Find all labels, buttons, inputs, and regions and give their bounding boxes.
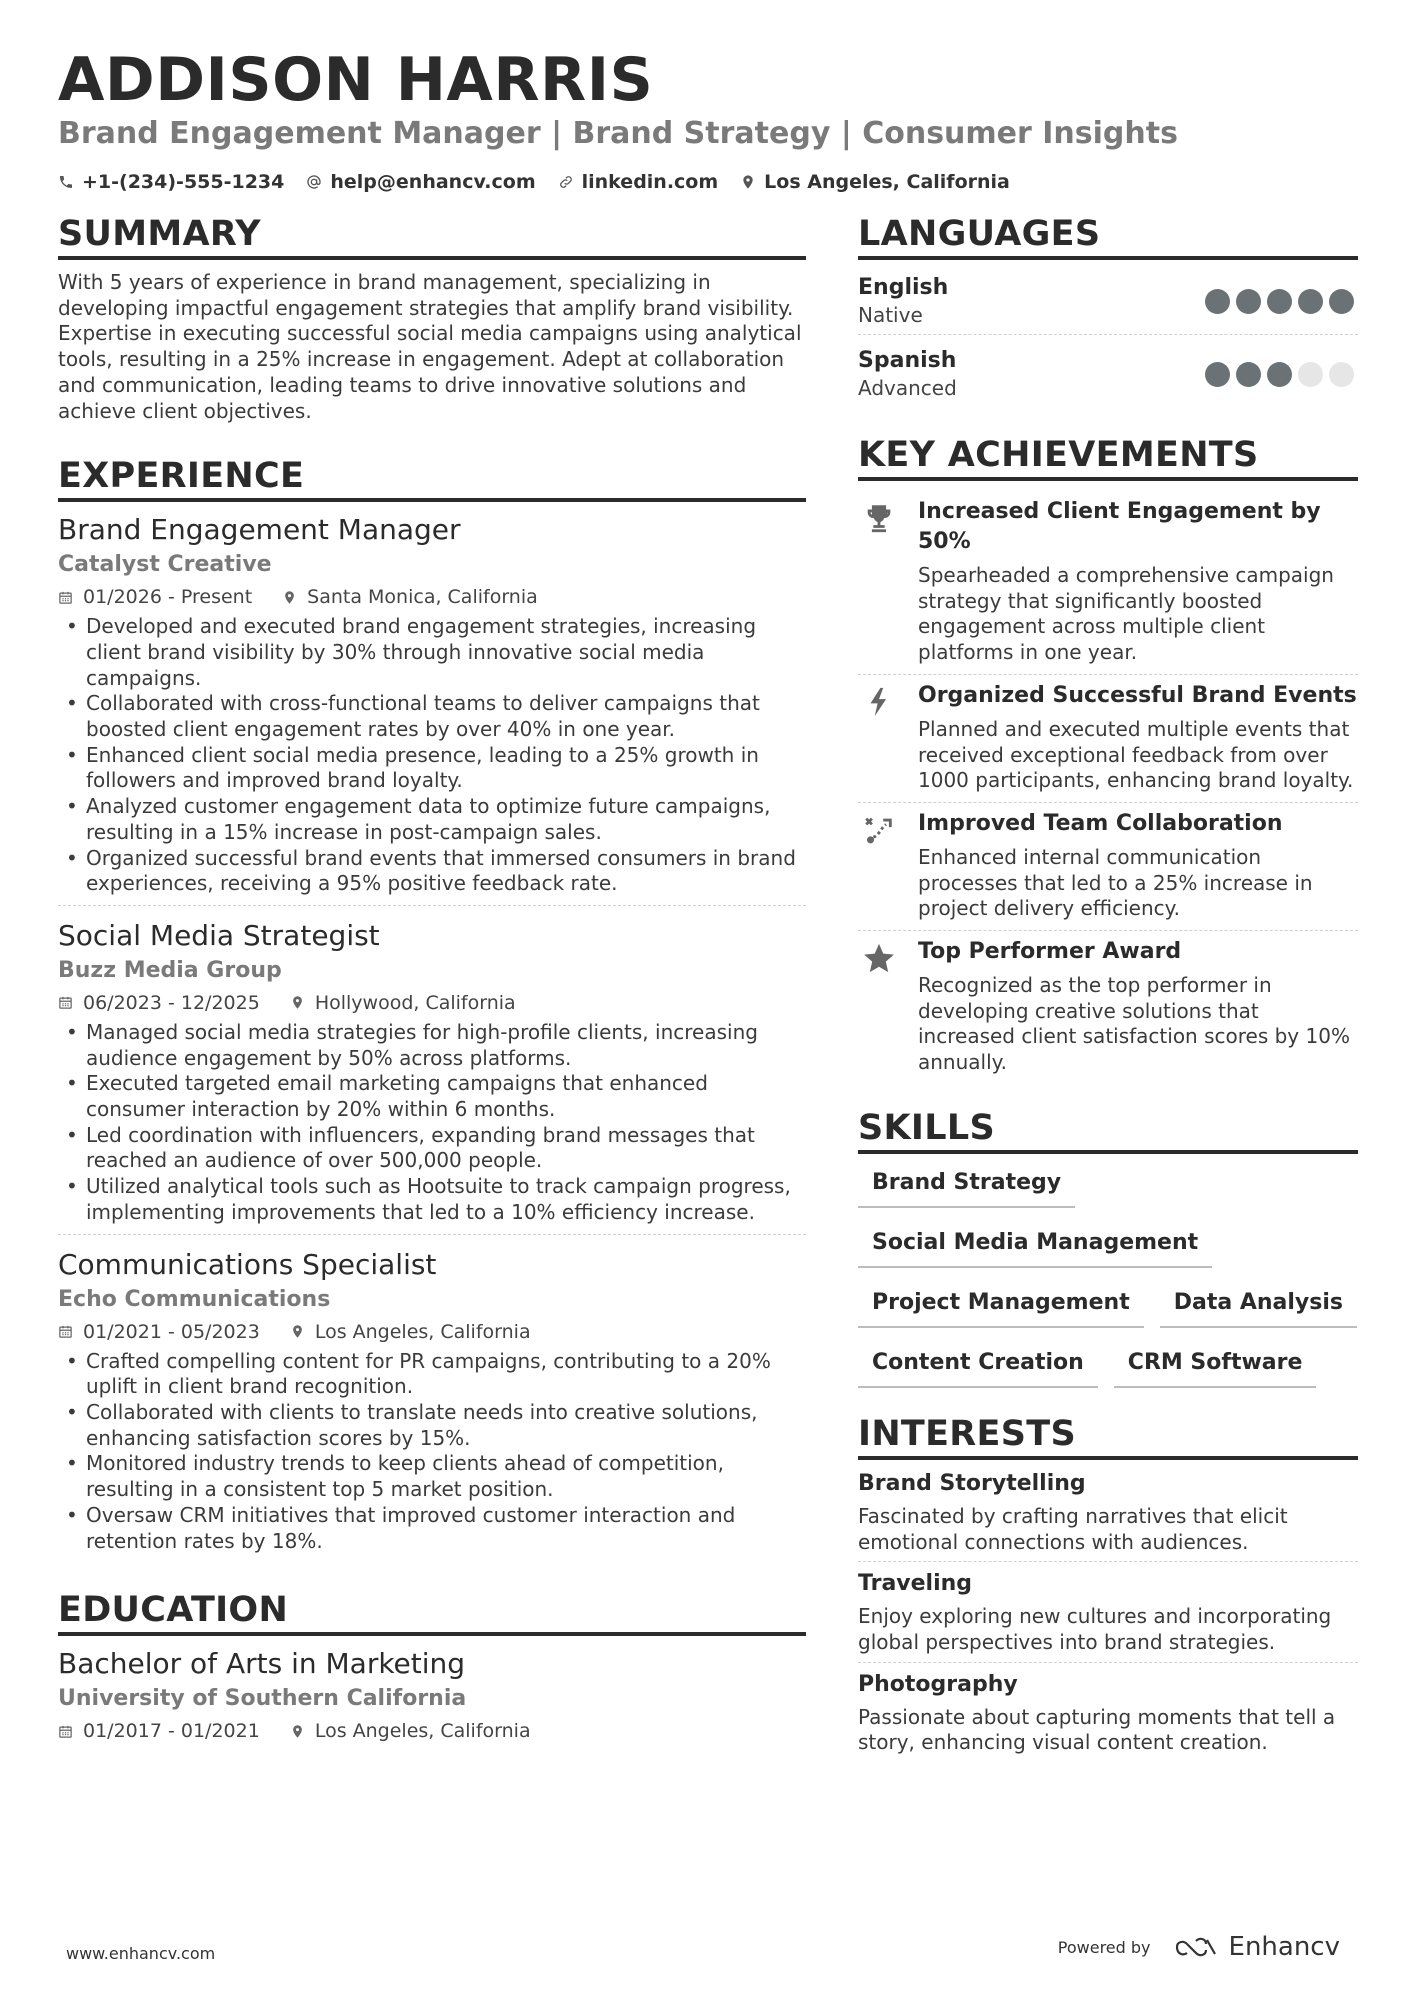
achievement-icon-wrap	[858, 937, 900, 1076]
education-entry	[58, 1646, 806, 1756]
location-pin-icon	[290, 995, 305, 1010]
languages-heading: LANGUAGES	[858, 212, 1358, 260]
location-pin-icon	[290, 1324, 305, 1339]
bullet-item: • Utilized analytical tools such as Hootsuite to track campaign progress, implementing improvements that led to a 10% efficiency increase.	[58, 1174, 806, 1225]
interest-desc: Enjoy exploring new cultures and incorporating global perspectives into brand strategies.	[858, 1604, 1332, 1654]
bullet-item: • Developed and executed brand engagement strategies, increasing client brand visibility by 30% through innovative social media campaigns.	[58, 614, 806, 691]
contact-bar	[58, 168, 1010, 196]
experience-heading: EXPERIENCE	[58, 454, 806, 502]
achievement-icon-wrap	[858, 681, 900, 794]
interest-title: Brand Storytelling	[858, 1470, 1086, 1496]
language-name: Spanish	[858, 348, 957, 373]
job-dates-text: 06/2023 - 12/2025	[83, 991, 260, 1014]
skill-tag: Content Creation	[858, 1348, 1098, 1388]
rating-dot	[1298, 289, 1323, 314]
job-location	[290, 990, 516, 1016]
trophy-icon	[862, 501, 896, 535]
interest-item	[858, 1570, 1358, 1662]
job-dates-text: 01/2021 - 05/2023	[83, 1320, 260, 1343]
bullet-item: • Collaborated with cross-functional teams to deliver campaigns that boosted client engagement rates by over 40% in one year.	[58, 691, 806, 742]
bullet-item: • Oversaw CRM initiatives that improved customer interaction and retention rates by 18%.	[58, 1503, 806, 1554]
rating-dot	[1205, 289, 1230, 314]
skill-tag: CRM Software	[1114, 1348, 1317, 1388]
achievement-item	[858, 491, 1358, 675]
job-bullets	[58, 1349, 806, 1555]
achievement-desc: Enhanced internal communication processes that led to a 25% increase in project delivery efficiency.	[918, 844, 1313, 921]
strategy-icon	[862, 813, 896, 847]
language-item	[858, 343, 1358, 407]
powered-by-text: Powered by	[1057, 1937, 1151, 1957]
company-name: Buzz Media Group	[58, 957, 282, 983]
job-location	[290, 1319, 531, 1345]
candidate-headline: Brand Engagement Manager | Brand Strategy | Consumer Insights	[58, 116, 1178, 151]
job-location	[282, 584, 538, 610]
job-title: Brand Engagement Manager	[58, 513, 461, 547]
job-title: Social Media Strategist	[58, 918, 380, 952]
bullet-item: • Organized successful brand events that immersed consumers in brand experiences, receiving a 95% positive feedback rate.	[58, 846, 806, 897]
bullet-item: • Managed social media strategies for high-profile clients, increasing audience engagement by 50% across platforms.	[58, 1020, 806, 1071]
achievement-desc: Recognized as the top performer in developing creative solutions that increased client satisfaction scores by 10% annually.	[918, 973, 1350, 1075]
interest-title: Traveling	[858, 1571, 973, 1597]
skill-tag: Project Management	[858, 1288, 1144, 1328]
rating-dot	[1236, 289, 1261, 314]
calendar-icon	[58, 1724, 73, 1739]
job-location-text: Los Angeles, California	[314, 1320, 531, 1343]
contact-phone[interactable]	[58, 168, 284, 196]
skills-heading: SKILLS	[858, 1106, 1358, 1154]
left-column	[58, 212, 806, 1768]
at-icon	[306, 174, 322, 190]
interest-item	[858, 1671, 1358, 1762]
interest-item	[858, 1470, 1358, 1562]
skill-tag: Social Media Management	[858, 1228, 1212, 1268]
link-icon	[558, 174, 574, 190]
language-item	[858, 270, 1358, 335]
company-name: Catalyst Creative	[58, 552, 272, 578]
job-entry	[58, 512, 806, 906]
job-meta	[58, 584, 806, 610]
bullet-item: • Enhanced client social media presence, leading to a 25% growth in followers and improved brand loyalty.	[58, 743, 806, 794]
language-level: Native	[858, 303, 923, 327]
achievement-icon-wrap	[858, 497, 900, 666]
calendar-icon	[58, 1324, 73, 1339]
contact-email[interactable]	[306, 168, 535, 196]
summary-text: With 5 years of experience in brand management, specializing in developing impactful engagement strategies that amplify brand visibility. Expertise in executing successful social media campaigns using analytical tools, resulting in a 25% increase in engagement. Adept at collaboration and communication, leading teams to drive innovative solutions and achieve client objectives.	[58, 270, 802, 423]
job-meta	[58, 990, 806, 1016]
phone-text: +1-(234)-555-1234	[82, 171, 285, 193]
location-pin-icon	[290, 1724, 305, 1739]
school-name: University of Southern California	[58, 1686, 467, 1712]
rating-dot	[1267, 362, 1292, 387]
contact-location	[740, 168, 1010, 196]
achievement-item	[858, 675, 1358, 803]
achievement-item	[858, 931, 1358, 1084]
degree-title: Bachelor of Arts in Marketing	[58, 1647, 466, 1681]
rating-dot	[1236, 362, 1261, 387]
bullet-item: • Monitored industry trends to keep clients ahead of competition, resulting in a consistent top 5 market position.	[58, 1451, 806, 1502]
job-bullets	[58, 1020, 806, 1226]
skill-tag: Brand Strategy	[858, 1168, 1075, 1208]
achievements-heading: KEY ACHIEVEMENTS	[858, 433, 1358, 481]
summary-heading: SUMMARY	[58, 212, 806, 260]
language-level: Advanced	[858, 376, 957, 400]
achievement-title: Increased Client Engagement by 50%	[918, 499, 1321, 554]
linkedin-text: linkedin.com	[581, 171, 719, 193]
location-pin-icon	[740, 174, 756, 190]
interest-desc: Passionate about capturing moments that tell a story, enhancing visual content creation.	[858, 1704, 1336, 1755]
job-title: Communications Specialist	[58, 1247, 437, 1281]
lightning-icon	[862, 685, 896, 719]
job-dates	[58, 584, 252, 610]
language-rating	[1205, 362, 1354, 387]
job-location-text: Hollywood, California	[314, 991, 516, 1014]
job-entry	[58, 1247, 806, 1563]
skill-tag: Data Analysis	[1160, 1288, 1357, 1328]
footer-branding	[1058, 1932, 1340, 1962]
rating-dot	[1205, 362, 1230, 387]
calendar-icon	[58, 590, 73, 605]
education-location-text: Los Angeles, California	[314, 1720, 531, 1743]
education-dates	[58, 1718, 260, 1744]
interests-heading: INTERESTS	[858, 1412, 1358, 1460]
interest-desc: Fascinated by crafting narratives that elicit emotional connections with audiences.	[858, 1503, 1288, 1554]
achievement-title: Organized Successful Brand Events	[918, 682, 1357, 708]
achievement-desc: Planned and executed multiple events that received exceptional feedback from over 1000 participants, enhancing brand loyalty.	[918, 716, 1354, 793]
phone-icon	[58, 174, 74, 190]
skills-list	[858, 1168, 1358, 1388]
bullet-item: • Collaborated with clients to translate needs into creative solutions, enhancing satisfaction scores by 15%.	[58, 1400, 806, 1451]
bullet-item: • Led coordination with influencers, expanding brand messages that reached an audience of over 500,000 people.	[58, 1123, 806, 1174]
achievement-title: Top Performer Award	[918, 939, 1182, 965]
star-icon	[862, 941, 896, 975]
bullet-item: • Executed targeted email marketing campaigns that enhanced consumer interaction by 20% within 6 months.	[58, 1071, 806, 1122]
interest-title: Photography	[858, 1671, 1018, 1697]
email-text: help@enhancv.com	[330, 171, 536, 193]
company-name: Echo Communications	[58, 1286, 331, 1312]
language-name: English	[858, 275, 949, 300]
calendar-icon	[58, 995, 73, 1010]
location-text: Los Angeles, California	[764, 171, 1010, 193]
education-dates-text: 01/2017 - 01/2021	[83, 1720, 260, 1743]
job-entry	[58, 918, 806, 1235]
bullet-item: • Analyzed customer engagement data to optimize future campaigns, resulting in a 15% increase in post-campaign sales.	[58, 794, 806, 845]
language-rating	[1205, 289, 1354, 314]
candidate-name: ADDISON HARRIS	[58, 45, 654, 115]
enhancv-logo[interactable]	[1173, 1932, 1340, 1962]
bullet-item: • Crafted compelling content for PR campaigns, contributing to a 20% uplift in client brand recognition.	[58, 1349, 806, 1400]
achievement-title: Improved Team Collaboration	[918, 810, 1283, 836]
rating-dot	[1267, 289, 1292, 314]
achievement-desc: Spearheaded a comprehensive campaign strategy that significantly boosted engagement across multiple client platforms in one year.	[918, 563, 1334, 665]
job-meta	[58, 1319, 806, 1345]
job-location-text: Santa Monica, California	[307, 586, 538, 609]
education-location	[290, 1718, 531, 1744]
location-pin-icon	[282, 590, 297, 605]
education-meta	[58, 1718, 806, 1744]
contact-linkedin[interactable]	[558, 168, 719, 196]
achievement-item	[858, 803, 1358, 931]
enhancv-logo-icon	[1173, 1935, 1219, 1959]
rating-dot	[1329, 289, 1354, 314]
rating-dot	[1329, 362, 1354, 387]
job-bullets	[58, 614, 806, 897]
job-dates	[58, 990, 260, 1016]
achievement-icon-wrap	[858, 809, 900, 922]
job-dates	[58, 1319, 260, 1345]
footer-website[interactable]: www.enhancv.com	[66, 1944, 216, 1963]
education-heading: EDUCATION	[58, 1588, 806, 1636]
job-dates-text: 01/2026 - Present	[83, 586, 253, 609]
enhancv-logo-text: Enhancv	[1228, 1932, 1340, 1962]
right-column	[858, 212, 1358, 1770]
rating-dot	[1298, 362, 1323, 387]
